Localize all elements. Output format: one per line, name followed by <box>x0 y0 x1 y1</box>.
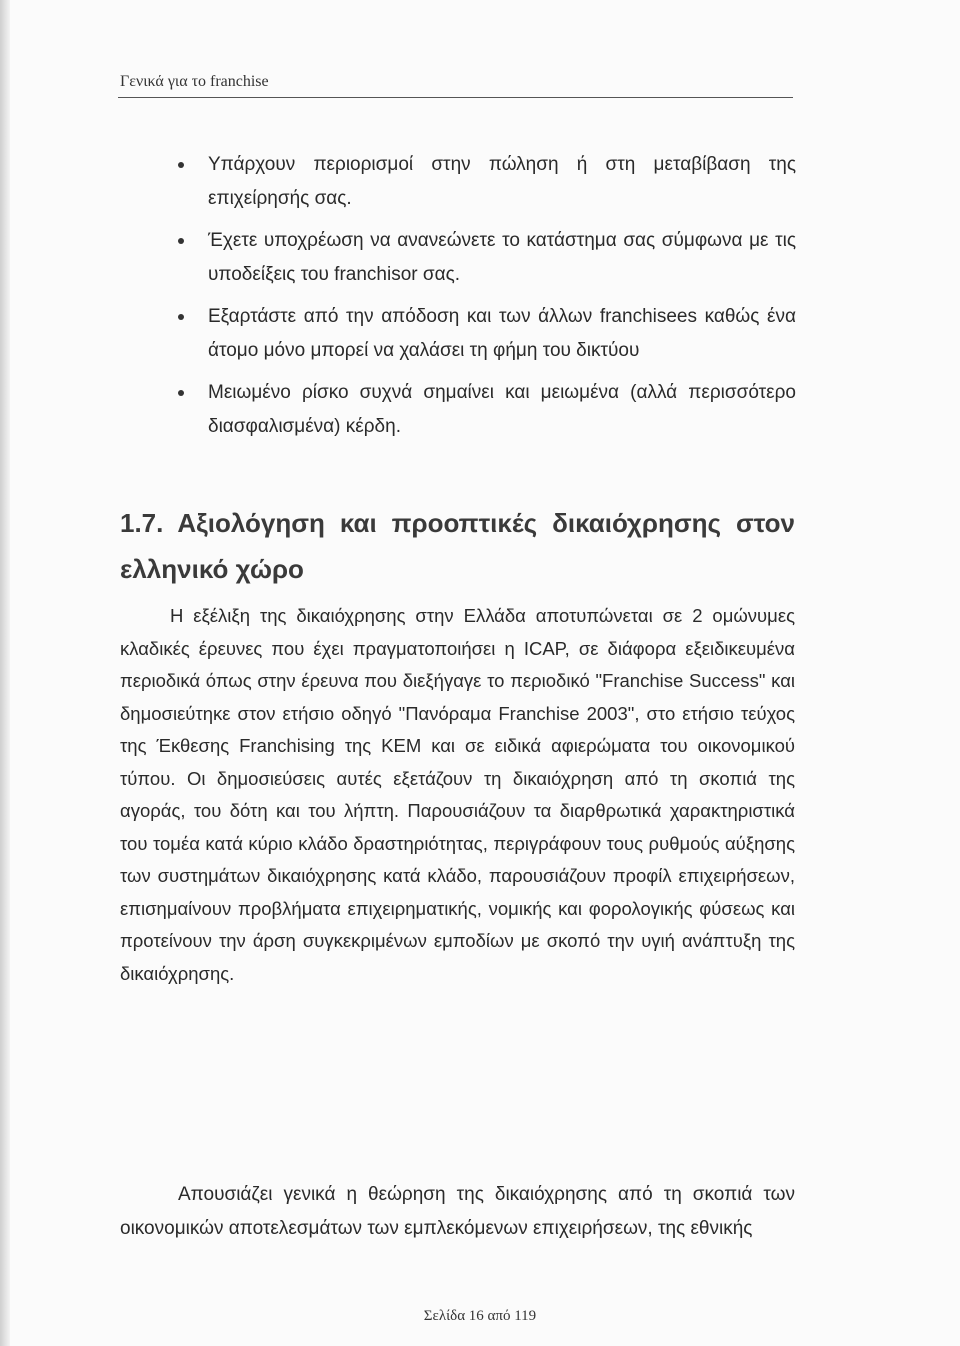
bullet-text: Μειωμένο ρίσκο συχνά σημαίνει και μειωμένα (αλλά περισσότερο διασφαλισμένα) κέρδη. <box>208 382 796 437</box>
bullet-dot-icon <box>178 238 184 244</box>
section-paragraph: Η εξέλιξη της δικαιόχρησης στην Ελλάδα αποτυπώνεται σε 2 ομώνυμες κλαδικές έρευνες που έχει πραγματοποιήσει η ICAP, σε διάφορα εξειδικευμένα περιοδικά όπως στην έρευνα που διεξήγαγε το περιοδικό "Franchise Success" και δημοσιεύτηκε στον ετήσιο οδηγό "Πανόραμα Franchise 2003", στο ετήσιο τεύχος της Έκθεσης Franchising της KEM και σε ειδικά αφιερώματα του οικονομικού τύπου. Οι δημοσιεύσεις αυτές εξετάζουν τη δικαιόχρηση από τη σκοπιά της αγοράς, του δότη και του λήπτη. Παρουσιάζουν τα διαρθρωτικά χαρακτηριστικά του τομέα κατά κύριο κλάδο δραστηριότητας, περιγράφουν τους ρυθμούς αύξησης των συστημάτων δικαιόχρησης κατά κλάδο, παρουσιάζουν προφίλ επιχειρήσεων, επισημαίνουν προβλήματα επιχειρηματικής, νομικής και φορολογικής φύσεως και προτείνουν την άρση συγκεκριμένων εμποδίων με σκοπό την υγιή ανάπτυξη της δικαιόχρησης. <box>120 605 795 984</box>
bullet-dot-icon <box>178 314 184 320</box>
section-heading: 1.7. Αξιολόγηση και προοπτικές δικαιόχρησης στον ελληνικό χώρο <box>120 508 795 584</box>
bullet-item <box>176 376 796 444</box>
bullet-dot-icon <box>178 390 184 396</box>
bullet-text: Εξαρτάστε από την απόδοση και των άλλων franchisees καθώς ένα άτομο μόνο μπορεί να χαλάσει τη φήμη του δικτύου <box>208 306 796 361</box>
page-number: Σελίδα 16 από 119 <box>423 1308 537 1324</box>
bullet-item <box>176 148 796 216</box>
header-rule <box>118 97 793 98</box>
bullet-text: Υπάρχουν περιορισμοί στην πώληση ή στη μεταβίβαση της επιχείρησής σας. <box>208 154 796 209</box>
bullet-list <box>176 148 796 452</box>
continuation-paragraph: Απουσιάζει γενικά η θεώρηση της δικαιόχρησης από τη σκοπιά των οικονομικών αποτελεσμάτων των εμπλεκόμενων επιχειρήσεων, της εθνικής <box>120 1184 795 1239</box>
bullet-item <box>176 300 796 368</box>
running-header: Γενικά για το franchise <box>120 73 269 90</box>
page-edge-shadow <box>0 0 10 1346</box>
bullet-item <box>176 224 796 292</box>
bullet-text: Έχετε υποχρέωση να ανανεώνετε το κατάστημα σας σύμφωνα με τις υποδείξεις του franchisor σας. <box>208 230 796 285</box>
bullet-dot-icon <box>178 162 184 168</box>
